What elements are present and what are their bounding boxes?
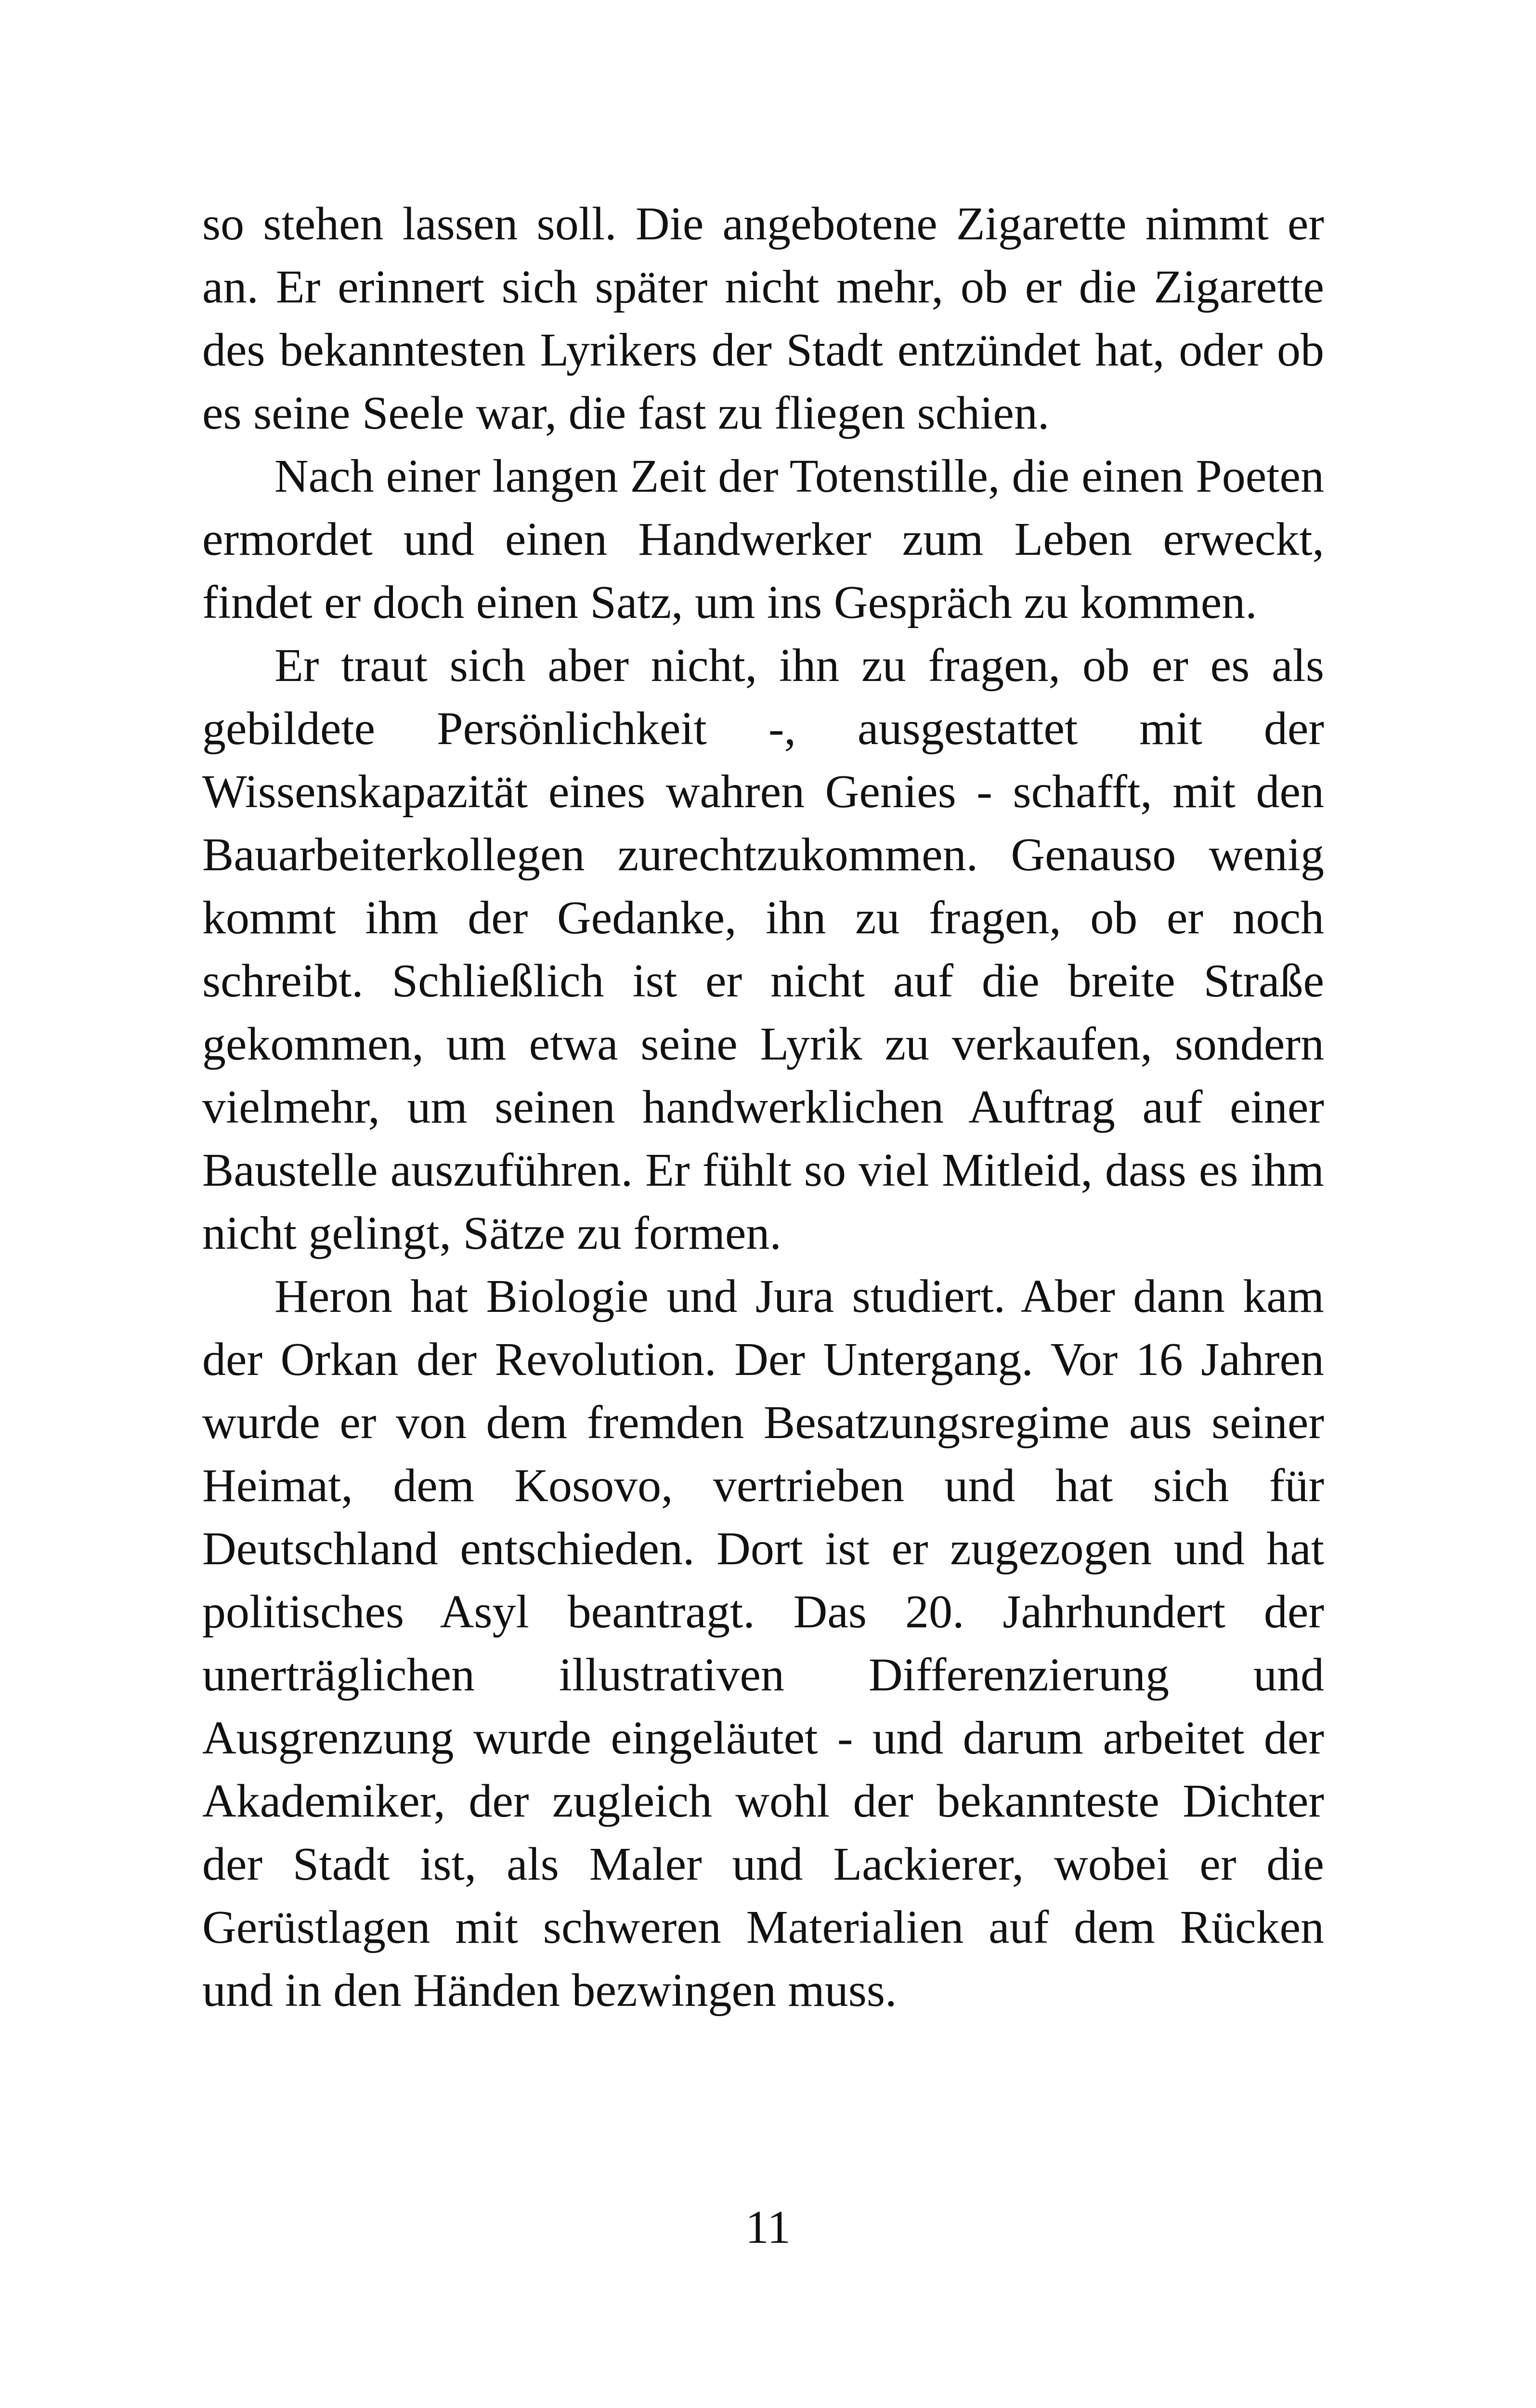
- paragraph-1: so stehen lassen soll. Die angebotene Zigarette nimmt er an. Er erinnert sich später nicht mehr, ob er die Zigarette des bekanntesten Lyrikers der Stadt entzündet hat, oder ob es seine Seele war, die fast zu fliegen schien.: [202, 198, 1324, 439]
- body-text: [202, 193, 1324, 2022]
- page-number: 11: [745, 2201, 791, 2253]
- paragraph-3: Er traut sich aber nicht, ihn zu fragen, ob er es als gebildete Persönlichkeit -, ausgestattet mit der Wissenskapazität eines wahren Genies - schafft, mit den Bauarbeiterkollegen zurechtzukommen. Genauso wenig kommt ihm der Gedanke, ihn zu fragen, ob er noch schreibt. Schließlich ist er nicht auf die breite Straße gekommen, um etwa seine Lyrik zu verkaufen, sondern vielmehr, um seinen handwerklichen Auftrag auf einer Baustelle auszuführen. Er fühlt so viel Mitleid, dass es ihm nicht gelingt, Sätze zu formen.: [202, 640, 1324, 1259]
- paragraph-4: Heron hat Biologie und Jura studiert. Aber dann kam der Orkan der Revolution. Der Untergang. Vor 16 Jahren wurde er von dem fremden Besatzungsregime aus seiner Heimat, dem Kosovo, vertrieben und hat sich für Deutschland entschieden. Dort ist er zugezogen und hat politisches Asyl beantragt. Das 20. Jahrhundert der unerträglichen illustrativen Differenzierung und Ausgrenzung wurde eingeläutet - und darum arbeitet der Akademiker, der zugleich wohl der bekannteste Dichter der Stadt ist, als Maler und Lackierer, wobei er die Gerüstlagen mit schweren Materialien auf dem Rücken und in den Händen bezwingen muss.: [202, 1270, 1324, 2016]
- paragraph-2: Nach einer langen Zeit der Totenstille, die einen Poeten ermordet und einen Handwerker zum Leben erweckt, findet er doch einen Satz, um ins Gespräch zu kommen.: [202, 450, 1324, 628]
